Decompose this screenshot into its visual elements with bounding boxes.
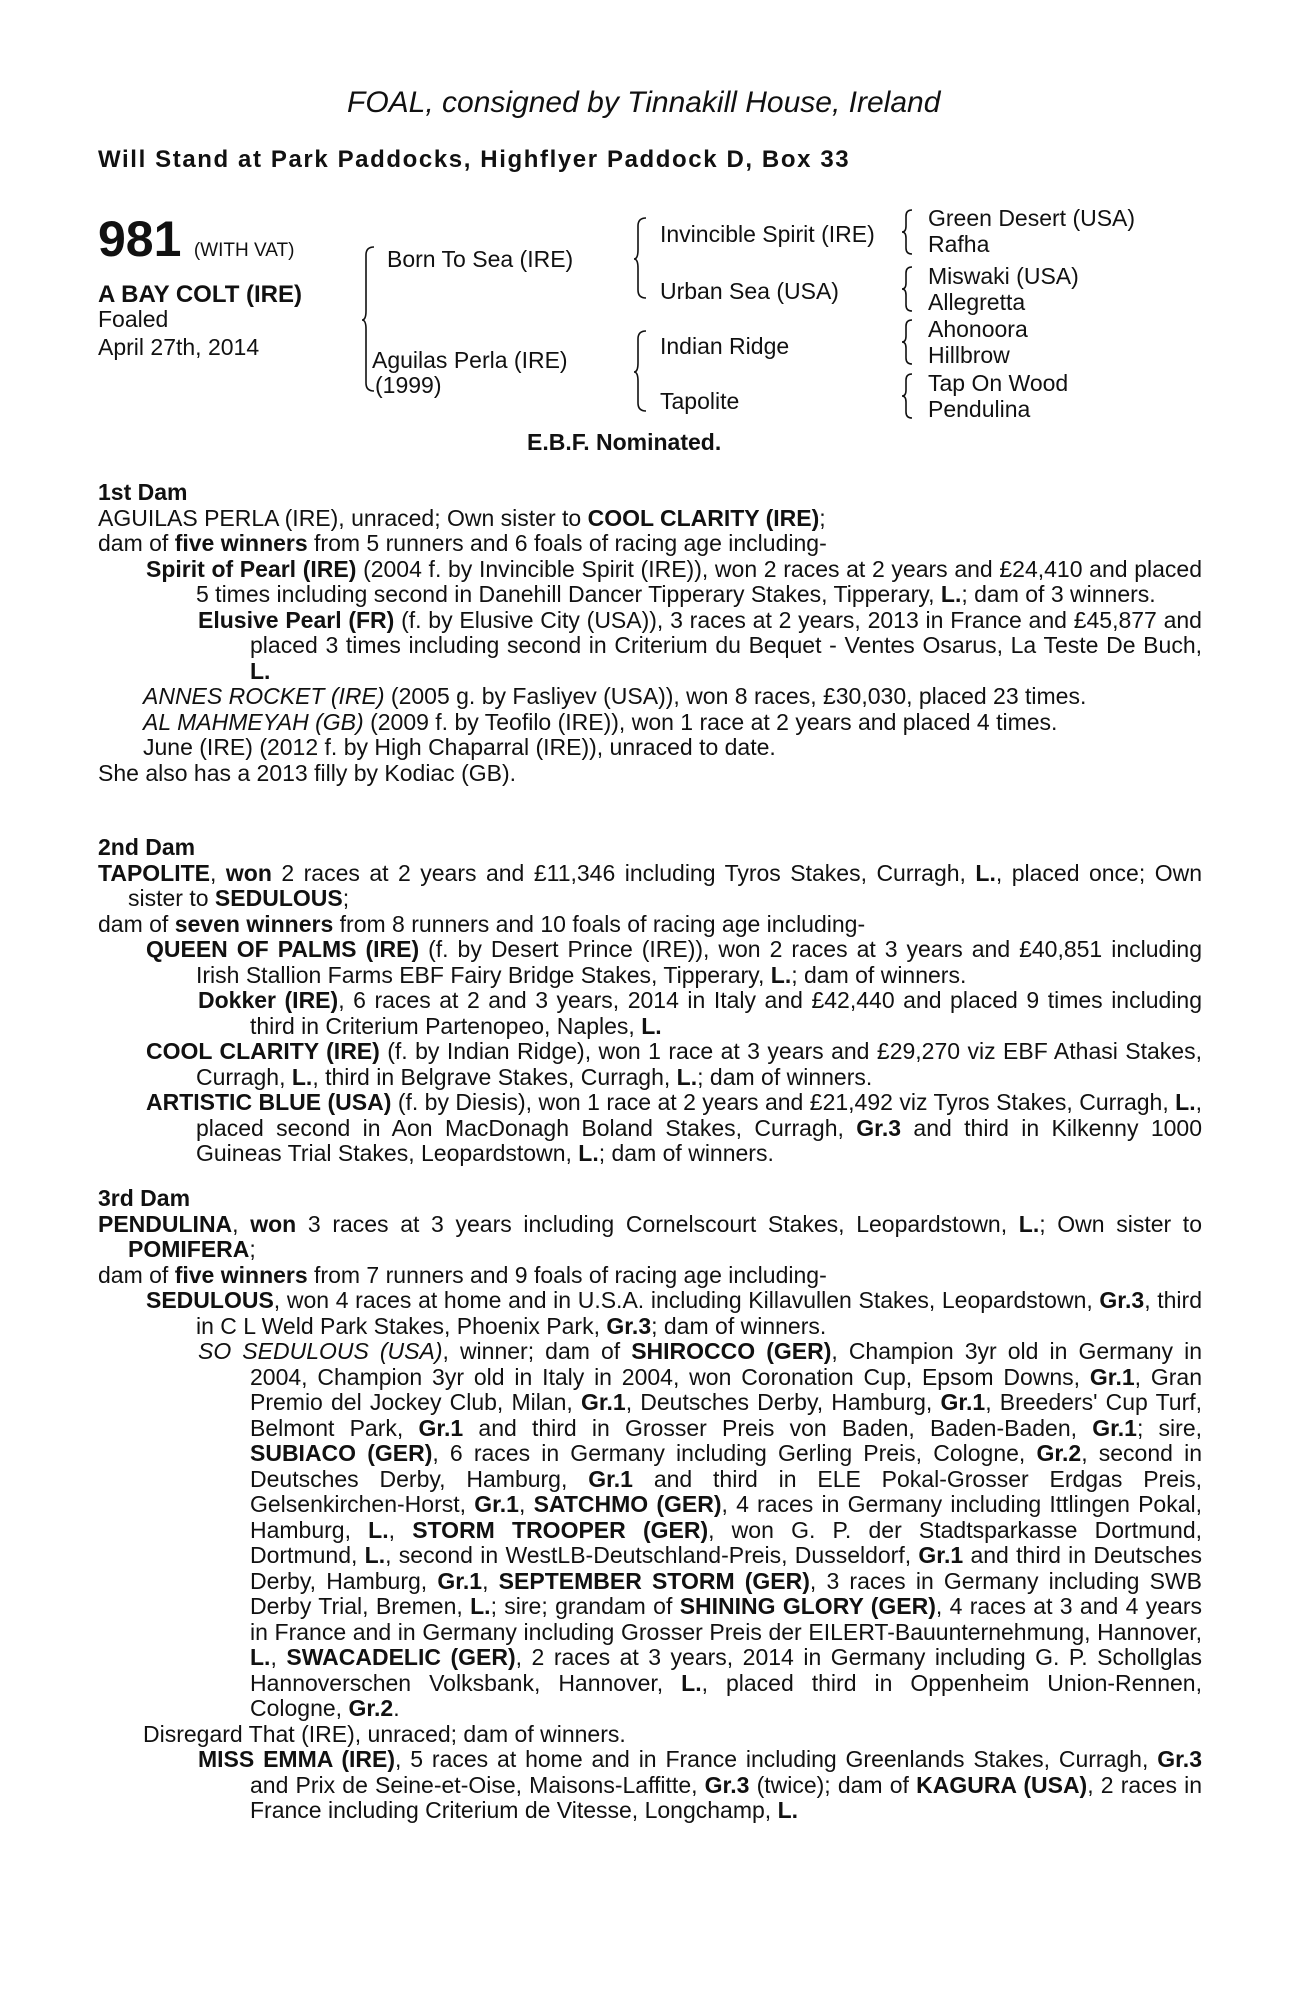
dam-line-bracket bbox=[634, 329, 650, 415]
third-dam-produce-line: dam of five winners from 7 runners and 9 foals of racing age including- bbox=[98, 1261, 827, 1288]
sire-name: Born To Sea (IRE) bbox=[387, 246, 574, 272]
second-dam-section bbox=[98, 835, 1202, 1167]
produce-disregard-that: Disregard That (IRE), unraced; dam of winners. bbox=[143, 1720, 626, 1747]
grandsire-1: Green Desert (USA) bbox=[928, 205, 1136, 231]
vat-note: (WITH VAT) bbox=[193, 240, 295, 261]
sire-sire: Invincible Spirit (IRE) bbox=[660, 221, 875, 247]
second-dam-title: 2nd Dam bbox=[98, 834, 196, 860]
produce-miss-emma: MISS EMMA (IRE), 5 races at home and in France including Greenlands Stakes, Curragh, Gr.3 and Prix de Seine-et-Oise, Maisons-Laffitte, Gr.3 (twice); dam of KAGURA (USA), 2 races in France including Criterium de Vitesse, Longchamp, L. bbox=[198, 1746, 1203, 1823]
lot-number: 981 bbox=[98, 211, 182, 267]
second-dam-produce-line: dam of seven winners from 8 runners and 10 foals of racing age including- bbox=[98, 910, 866, 937]
produce-artistic-blue: ARTISTIC BLUE (USA) (f. by Diesis), won 1 race at 2 years and £21,492 viz Tyros Stakes, Curragh, L., placed second in Aon MacDonagh Boland Stakes, Curragh, Gr.3 and third in Kilkenny 1000 Guineas Trial Stakes, Leopardstown, L.; dam of winners. bbox=[146, 1089, 1202, 1166]
g-bracket-3 bbox=[902, 318, 916, 366]
granddam-3: Hillbrow bbox=[928, 342, 1010, 368]
g-bracket-1 bbox=[902, 208, 916, 256]
dam-name: Aguilas Perla (IRE) bbox=[372, 347, 568, 373]
grandsire-4: Tap On Wood bbox=[928, 370, 1069, 396]
sire-line-bracket bbox=[634, 216, 650, 302]
dam-year: (1999) bbox=[375, 372, 442, 398]
third-dam-title: 3rd Dam bbox=[98, 1185, 191, 1211]
first-dam-intro: AGUILAS PERLA (IRE), unraced; Own sister to COOL CLARITY (IRE); bbox=[98, 504, 826, 531]
grandsire-3: Ahonoora bbox=[928, 316, 1028, 342]
produce-june: June (IRE) (2012 f. by High Chaparral (IRE)), unraced to date. bbox=[143, 734, 776, 760]
stand-line: Will Stand at Park Paddocks, Highflyer Paddock D, Box 33 bbox=[98, 146, 851, 173]
foaled-label: Foaled bbox=[98, 306, 169, 332]
produce-dokker: Dokker (IRE), 6 races at 2 and 3 years, 2014 in Italy and £42,440 and placed 9 times including third in Criterium Partenopeo, Naples, L. bbox=[198, 987, 1202, 1039]
produce-cool-clarity: COOL CLARITY (IRE) (f. by Indian Ridge), won 1 race at 3 years and £29,270 viz EBF Athasi Stakes, Curragh, L., third in Belgrave Stakes, Curragh, L.; dam of winners. bbox=[146, 1038, 1202, 1090]
first-dam-section bbox=[98, 480, 1202, 786]
lot-number-block bbox=[98, 211, 295, 267]
granddam-4: Pendulina bbox=[928, 396, 1031, 422]
sire-dam: Urban Sea (USA) bbox=[660, 278, 839, 304]
first-dam-produce-line: dam of five winners from 5 runners and 6 foals of racing age including- bbox=[98, 530, 827, 556]
dam-sire: Indian Ridge bbox=[660, 333, 790, 359]
produce-sedulous: SEDULOUS, won 4 races at home and in U.S.A. including Killavullen Stakes, Leopardstown, Gr.3, third in C L Weld Park Stakes, Phoenix Park, Gr.3; dam of winners. bbox=[146, 1287, 1202, 1339]
dam-dam: Tapolite bbox=[660, 388, 740, 414]
foaled-date: April 27th, 2014 bbox=[98, 334, 260, 360]
produce-annes-rocket: ANNES ROCKET (IRE) (2005 g. by Fasliyev (USA)), won 8 races, £30,030, placed 23 times. bbox=[143, 683, 1087, 709]
g-bracket-2 bbox=[902, 265, 916, 313]
granddam-1: Rafha bbox=[928, 231, 990, 257]
second-dam-intro: TAPOLITE, won 2 races at 2 years and £11,346 including Tyros Stakes, Curragh, L., placed once; Own sister to SEDULOUS; bbox=[98, 859, 1202, 911]
ebf-nominated: E.B.F. Nominated. bbox=[527, 429, 722, 455]
g-bracket-4 bbox=[902, 372, 916, 420]
lot-description: A BAY COLT (IRE) bbox=[98, 281, 303, 308]
grandsire-2: Miswaki (USA) bbox=[928, 263, 1079, 289]
produce-elusive-pearl: Elusive Pearl (FR) (f. by Elusive City (USA)), 3 races at 2 years, 2013 in France and £45,877 and placed 3 times including second in Criterium du Bequet - Ventes Osarus, La Teste De Buch, L. bbox=[198, 606, 1202, 684]
produce-2013-filly: She also has a 2013 filly by Kodiac (GB). bbox=[98, 759, 517, 786]
produce-so-sedulous: SO SEDULOUS (USA), winner; dam of SHIROCCO (GER), Champion 3yr old in Germany in 2004, Champion 3yr old in Italy in 2004, won Coronation Cup, Epsom Downs, Gr.1, Gran Premio del Jockey Club, Milan, Gr.1, Deutsches Derby, Hamburg, Gr.1, Breeders' Cup Turf, Belmont Park, Gr.1 and third in Grosser Preis von Baden, Baden-Baden, Gr.1; sire, SUBIACO (GER), 6 races in Germany including Gerling Preis, Cologne, Gr.2, second in Deutsches Derby, Hamburg, Gr.1 and third in ELE Pokal-Grosser Erdgas Preis, Gelsenkirchen-Horst, Gr.1, SATCHMO (GER), 4 races in Germany including Ittlingen Pokal, Hamburg, L., STORM TROOPER (GER), won G. P. der Stadtsparkasse Dortmund, Dortmund, L., second in WestLB-Deutschland-Preis, Dusseldorf, Gr.1 and third in Deutsches Derby, Hamburg, Gr.1, SEPTEMBER STORM (GER), 3 races in Germany including SWB Derby Trial, Bremen, L.; sire; grandam of SHINING GLORY (GER), 4 races at 3 and 4 years in France and in Germany including Grosser Preis der EILERT-Bauunternehmung, Hannover, L., SWACADELIC (GER), 2 races at 3 years, 2014 in Germany including G. P. Schollglas Hannoverschen Volksbank, Hannover, L., placed third in Oppenheim Union-Rennen, Cologne, Gr.2. bbox=[198, 1338, 1203, 1721]
consignor-line: FOAL, consigned by Tinnakill House, Ireland bbox=[347, 86, 941, 119]
produce-al-mahmeyah: AL MAHMEYAH (GB) (2009 f. by Teofilo (IRE)), won 1 race at 2 years and placed 4 times. bbox=[143, 708, 1058, 735]
produce-spirit-of-pearl: Spirit of Pearl (IRE) (2004 f. by Invincible Spirit (IRE)), won 2 races at 2 years and £24,410 and placed 5 times including second in Danehill Dancer Tipperary Stakes, Tipperary, L.; dam of 3 winners. bbox=[146, 555, 1202, 607]
produce-queen-of-palms: QUEEN OF PALMS (IRE) (f. by Desert Prince (IRE)), won 2 races at 3 years and £40,851 including Irish Stallion Farms EBF Fairy Bridge Stakes, Tipperary, L.; dam of winners. bbox=[146, 936, 1202, 988]
third-dam-section bbox=[98, 1186, 1202, 1824]
first-dam-title: 1st Dam bbox=[98, 479, 188, 505]
granddam-2: Allegretta bbox=[928, 289, 1026, 315]
third-dam-intro: PENDULINA, won 3 races at 3 years including Cornelscourt Stakes, Leopardstown, L.; Own sister to POMIFERA; bbox=[98, 1210, 1202, 1262]
